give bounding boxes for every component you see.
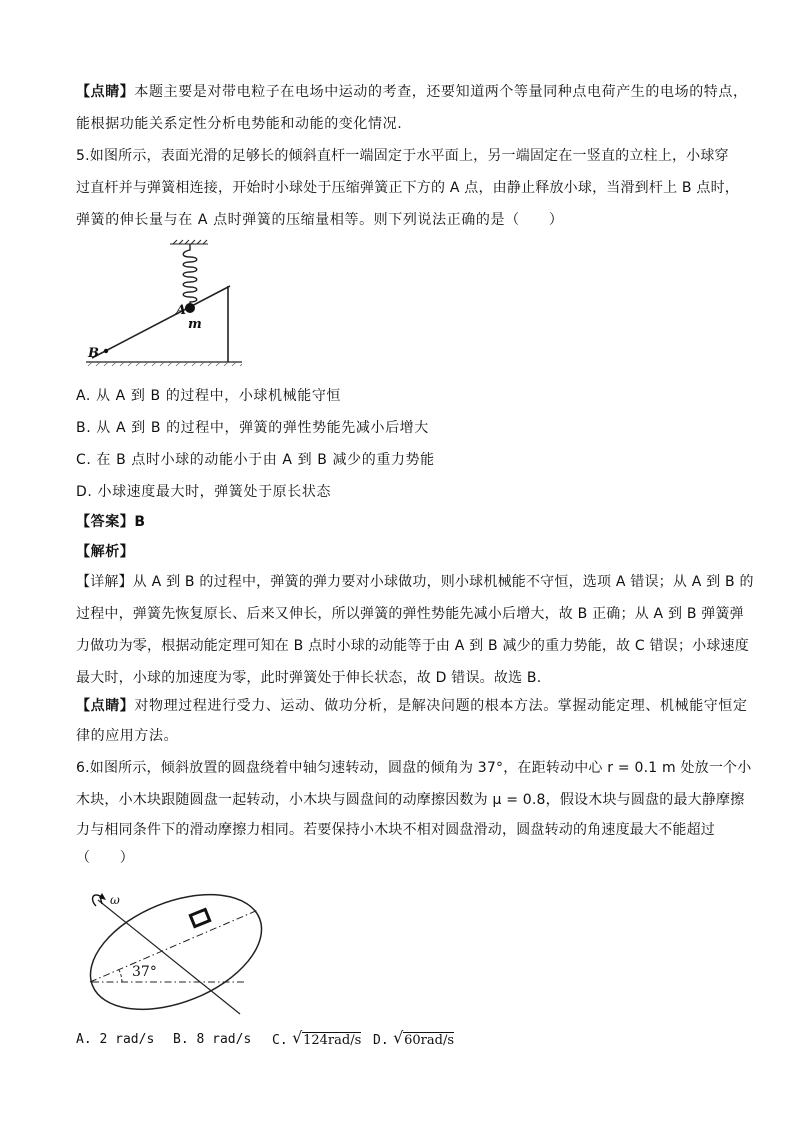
angle-arc <box>119 970 122 982</box>
q6-options-row <box>76 1028 726 1052</box>
dianjing-paragraph-line-1 <box>76 82 748 102</box>
point-b-marker <box>104 349 108 353</box>
q5-dianjing-line-2: 律的应用方法。 <box>76 728 179 744</box>
q5-detail-line-3: 力做功为零，根据动能定理可知在 B 点时小球的动能等于由 A 到 B 减少的重力势能，故 C 错误；小球速度 <box>76 638 749 654</box>
q6-stem-line-1: 6.如图所示，倾斜放置的圆盘绕着中轴匀速转动，圆盘的倾角为 37°，在距转动中心 r = 0.1 m 处放一个小 <box>76 760 752 776</box>
q5-stem-line-1: 5.如图所示，表面光滑的足够长的倾斜直杆一端固定于水平面上，另一端固定在一竖直的立柱上，小球穿 <box>76 148 729 164</box>
rotation-axis <box>98 900 240 1014</box>
q5-dianjing-text: 对物理过程进行受力、运动、做功分析，是解决问题的根本方法。掌握动能定理、机械能守恒定 <box>134 698 748 714</box>
wooden-block <box>190 909 209 926</box>
omega-label: ω <box>110 893 120 907</box>
tilted-disk <box>74 872 278 1032</box>
ground-hatch <box>88 362 242 366</box>
q5-figure <box>78 240 248 370</box>
q6-stem-line-3: 力与相同条件下的滑动摩擦力相同。若要保持小木块不相对圆盘滑动，圆盘转动的角速度最大不能超过 <box>76 822 715 838</box>
q6-option-d <box>373 1028 454 1053</box>
dianjing-tag: 【点睛】 <box>76 84 135 100</box>
q5-detail-line-1: 【详解】从 A 到 B 的过程中，弹簧的弹力要对小球做功，则小球机械能不守恒，选项 A 错误；从 A 到 B 的 <box>76 574 754 590</box>
q6-option-d-radicand: 60rad/s <box>404 1033 454 1048</box>
spring <box>183 244 197 304</box>
q5-detail-line-2: 过程中，弹簧先恢复原长、后来又伸长，所以弹簧的弹性势能先减小后增大，故 B 正确；从 A 到 B 弹簧弹 <box>76 606 744 622</box>
q6-option-c-radicand: 124rad/s <box>303 1033 362 1048</box>
q5-option-c: C. 在 B 点时小球的动能小于由 A 到 B 减少的重力势能 <box>76 452 435 468</box>
q5-stem-line-2: 过直杆并与弹簧相连接，开始时小球处于压缩弹簧正下方的 A 点，由静止释放小球，当滑到杆上 B 点时， <box>76 180 739 196</box>
angle-label: 37° <box>132 964 157 980</box>
q5-detail-line-4: 最大时，小球的加速度为零，此时弹簧处于伸长状态，故 D 错误。故选 B. <box>76 670 542 686</box>
q6-option-c-prefix: C. <box>272 1033 288 1048</box>
label-m: m <box>188 317 202 332</box>
q6-option-a: A. 2 rad/s <box>76 1032 155 1047</box>
label-a: A <box>176 303 187 318</box>
q5-stem-line-3: 弹簧的伸长量与在 A 点时弹簧的压缩量相等。则下列说法正确的是（ ） <box>76 212 564 228</box>
dianjing-paragraph-line-2: 能根据功能关系定性分析电势能和动能的变化情况. <box>76 116 403 132</box>
q5-dianjing-tag: 【点睛】 <box>76 698 135 714</box>
q6-option-b: B. 8 rad/s <box>173 1032 252 1047</box>
q6-figure <box>80 890 270 1020</box>
label-b: B <box>88 346 99 361</box>
inclined-rod <box>92 286 230 358</box>
q6-option-c <box>272 1028 361 1053</box>
dianjing-text: 本题主要是对带电粒子在电场中运动的考查，还要知道两个等量同种点电荷产生的电场的特点， <box>134 84 748 100</box>
q6-option-d-prefix: D. <box>373 1033 389 1048</box>
q5-analysis-title: 【解析】 <box>76 544 135 560</box>
ceiling-hatch <box>170 240 208 244</box>
q5-answer: 【答案】B <box>76 514 146 530</box>
disk-diameter-dashdot <box>90 910 258 982</box>
q6-stem-line-4: （ ） <box>76 850 135 866</box>
q5-option-d: D. 小球速度最大时，弹簧处于原长状态 <box>76 484 332 500</box>
q5-option-b: B. 从 A 到 B 的过程中，弹簧的弹性势能先减小后增大 <box>76 420 429 436</box>
ball-m <box>185 303 195 313</box>
q6-stem-line-2: 木块，小木块跟随圆盘一起转动，小木块与圆盘间的动摩擦因数为 μ = 0.8，假设木块与圆盘的最大静摩擦 <box>76 792 745 808</box>
q5-dianjing-line-1 <box>76 696 748 716</box>
q5-option-a: A. 从 A 到 B 的过程中，小球机械能守恒 <box>76 388 342 404</box>
sqrt-radical: √ 60rad/s <box>393 1028 454 1048</box>
sqrt-radical: √ 124rad/s <box>292 1028 362 1048</box>
